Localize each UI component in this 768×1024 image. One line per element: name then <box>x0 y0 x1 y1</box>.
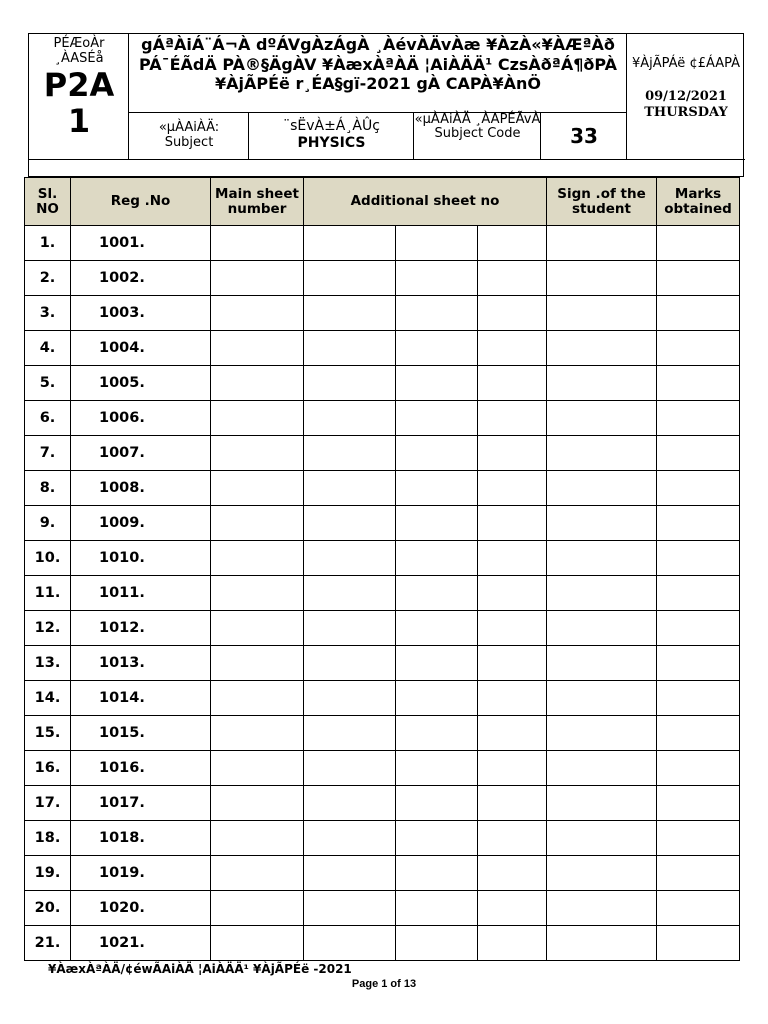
sign-cell[interactable] <box>547 331 657 366</box>
exam-day: THURSDAY <box>644 105 728 120</box>
additional-sheet-cell[interactable] <box>396 366 478 401</box>
additional-sheet-cell[interactable] <box>478 506 547 541</box>
table-row <box>25 786 740 821</box>
additional-sheet-cell[interactable] <box>304 401 396 436</box>
sl-no-cell: 17. <box>25 786 71 821</box>
reg-no-cell: 1019. <box>71 856 211 891</box>
additional-sheet-cell[interactable] <box>478 331 547 366</box>
reg-no-cell: 1021. <box>71 926 211 961</box>
main-sheet-cell[interactable] <box>211 716 304 751</box>
main-sheet-cell[interactable] <box>211 681 304 716</box>
table-row <box>25 471 740 506</box>
marks-cell[interactable] <box>657 331 740 366</box>
additional-sheet-cell[interactable] <box>396 261 478 296</box>
reg-no-cell: 1015. <box>71 716 211 751</box>
sl-no-cell: 3. <box>25 296 71 331</box>
table-row <box>25 926 740 961</box>
additional-sheet-cell[interactable] <box>396 576 478 611</box>
marks-table <box>24 177 740 961</box>
sign-cell[interactable] <box>547 926 657 961</box>
sign-cell[interactable] <box>547 716 657 751</box>
reg-no-cell: 1005. <box>71 366 211 401</box>
table-row <box>25 541 740 576</box>
reg-no-cell: 1012. <box>71 611 211 646</box>
additional-sheet-cell[interactable] <box>304 611 396 646</box>
table-row <box>25 366 740 401</box>
marks-cell[interactable] <box>657 646 740 681</box>
table-row <box>25 401 740 436</box>
additional-sheet-cell[interactable] <box>304 261 396 296</box>
marks-cell[interactable] <box>657 296 740 331</box>
page-number: Page 1 of 13 <box>351 978 417 990</box>
marks-cell[interactable] <box>657 436 740 471</box>
reg-no-cell: 1017. <box>71 786 211 821</box>
marks-cell[interactable] <box>657 891 740 926</box>
reg-no-cell: 1013. <box>71 646 211 681</box>
sign-cell[interactable] <box>547 401 657 436</box>
main-sheet-cell[interactable] <box>211 751 304 786</box>
additional-sheet-cell[interactable] <box>396 751 478 786</box>
additional-sheet-cell[interactable] <box>478 646 547 681</box>
sign-cell[interactable] <box>547 751 657 786</box>
table-row <box>25 646 740 681</box>
additional-sheet-cell[interactable] <box>478 436 547 471</box>
additional-sheet-cell[interactable] <box>478 856 547 891</box>
sl-no-cell: 11. <box>25 576 71 611</box>
additional-sheet-cell[interactable] <box>396 471 478 506</box>
additional-sheet-cell[interactable] <box>478 576 547 611</box>
table-row <box>25 611 740 646</box>
col-sign: Sign .of the student <box>547 178 657 226</box>
additional-sheet-cell[interactable] <box>304 891 396 926</box>
main-sheet-cell[interactable] <box>211 471 304 506</box>
additional-sheet-cell[interactable] <box>396 646 478 681</box>
sl-no-cell: 14. <box>25 681 71 716</box>
additional-sheet-cell[interactable] <box>304 436 396 471</box>
table-header <box>25 178 740 226</box>
col-marks: Marks obtained <box>657 178 740 226</box>
col-sl-no: Sl. NO <box>25 178 71 226</box>
main-sheet-cell[interactable] <box>211 436 304 471</box>
marks-cell[interactable] <box>657 751 740 786</box>
additional-sheet-cell[interactable] <box>478 261 547 296</box>
additional-sheet-cell[interactable] <box>304 821 396 856</box>
main-sheet-cell[interactable] <box>211 646 304 681</box>
sign-cell[interactable] <box>547 786 657 821</box>
sign-cell[interactable] <box>547 471 657 506</box>
sl-no-cell: 12. <box>25 611 71 646</box>
additional-sheet-cell[interactable] <box>304 576 396 611</box>
sl-no-cell: 1. <box>25 226 71 261</box>
sl-no-cell: 18. <box>25 821 71 856</box>
additional-sheet-cell[interactable] <box>396 296 478 331</box>
subject-code: 33 <box>570 124 598 148</box>
additional-sheet-cell[interactable] <box>396 331 478 366</box>
marks-cell[interactable] <box>657 716 740 751</box>
main-sheet-cell[interactable] <box>211 856 304 891</box>
additional-sheet-cell[interactable] <box>304 786 396 821</box>
sign-cell[interactable] <box>547 436 657 471</box>
additional-sheet-cell[interactable] <box>478 716 547 751</box>
reg-no-cell: 1007. <box>71 436 211 471</box>
marks-cell[interactable] <box>657 611 740 646</box>
reg-no-cell: 1018. <box>71 821 211 856</box>
additional-sheet-cell[interactable] <box>304 331 396 366</box>
sign-cell[interactable] <box>547 576 657 611</box>
additional-sheet-cell[interactable] <box>396 401 478 436</box>
additional-sheet-cell[interactable] <box>396 611 478 646</box>
table-row <box>25 751 740 786</box>
main-sheet-cell[interactable] <box>211 261 304 296</box>
additional-sheet-cell[interactable] <box>478 366 547 401</box>
subject-value: ¨sËvÀ±Á¸ÀÛç PHYSICS <box>283 118 380 151</box>
additional-sheet-cell[interactable] <box>396 856 478 891</box>
sl-no-cell: 5. <box>25 366 71 401</box>
marks-cell[interactable] <box>657 576 740 611</box>
table-row <box>25 226 740 261</box>
marks-cell[interactable] <box>657 471 740 506</box>
additional-sheet-cell[interactable] <box>396 226 478 261</box>
additional-sheet-cell[interactable] <box>304 541 396 576</box>
additional-sheet-cell[interactable] <box>396 891 478 926</box>
reg-no-cell: 1010. <box>71 541 211 576</box>
main-sheet-cell[interactable] <box>211 296 304 331</box>
additional-sheet-cell[interactable] <box>304 716 396 751</box>
additional-sheet-cell[interactable] <box>478 611 547 646</box>
additional-sheet-cell[interactable] <box>478 751 547 786</box>
reg-no-cell: 1006. <box>71 401 211 436</box>
additional-sheet-cell[interactable] <box>304 646 396 681</box>
header-box <box>28 33 744 177</box>
marks-cell[interactable] <box>657 261 740 296</box>
sl-no-cell: 13. <box>25 646 71 681</box>
sign-cell[interactable] <box>547 261 657 296</box>
marks-cell[interactable] <box>657 681 740 716</box>
main-sheet-cell[interactable] <box>211 611 304 646</box>
additional-sheet-cell[interactable] <box>396 436 478 471</box>
additional-sheet-cell[interactable] <box>304 926 396 961</box>
main-sheet-cell[interactable] <box>211 401 304 436</box>
table-row <box>25 576 740 611</box>
sl-no-cell: 21. <box>25 926 71 961</box>
additional-sheet-cell[interactable] <box>478 296 547 331</box>
sign-cell[interactable] <box>547 891 657 926</box>
sl-no-cell: 20. <box>25 891 71 926</box>
additional-sheet-cell[interactable] <box>396 716 478 751</box>
subject-label: «µÀAiÀÄ: Subject <box>158 120 220 150</box>
sign-cell[interactable] <box>547 856 657 891</box>
additional-sheet-cell[interactable] <box>478 541 547 576</box>
sl-no-cell: 8. <box>25 471 71 506</box>
sl-no-cell: 2. <box>25 261 71 296</box>
sign-cell[interactable] <box>547 226 657 261</box>
table-row <box>25 296 740 331</box>
marks-cell[interactable] <box>657 366 740 401</box>
additional-sheet-cell[interactable] <box>478 786 547 821</box>
main-sheet-cell[interactable] <box>211 576 304 611</box>
additional-sheet-cell[interactable] <box>304 681 396 716</box>
additional-sheet-cell[interactable] <box>396 681 478 716</box>
sign-cell[interactable] <box>547 646 657 681</box>
sign-cell[interactable] <box>547 611 657 646</box>
reg-no-cell: 1004. <box>71 331 211 366</box>
sl-no-cell: 9. <box>25 506 71 541</box>
table-row <box>25 856 740 891</box>
paper-code-label: PÉÆoÀr ¸ÀASÉå <box>53 36 105 66</box>
col-additional-sheet: Additional sheet no <box>304 178 547 226</box>
marks-cell[interactable] <box>657 401 740 436</box>
main-sheet-cell[interactable] <box>211 366 304 401</box>
additional-sheet-cell[interactable] <box>396 786 478 821</box>
reg-no-cell: 1003. <box>71 296 211 331</box>
sl-no-cell: 19. <box>25 856 71 891</box>
additional-sheet-cell[interactable] <box>478 471 547 506</box>
marks-cell[interactable] <box>657 226 740 261</box>
main-sheet-cell[interactable] <box>211 891 304 926</box>
additional-sheet-cell[interactable] <box>478 926 547 961</box>
additional-sheet-cell[interactable] <box>396 926 478 961</box>
sl-no-cell: 7. <box>25 436 71 471</box>
marks-cell[interactable] <box>657 541 740 576</box>
additional-sheet-cell[interactable] <box>304 226 396 261</box>
exam-title: gÁªÀiÁ¨Á¬À dºÁVgÀzÁgÀ ¸ÀévÀÄvÀæ ¥ÀzÀ«¥ÀÆªÀð PÁ¯ÉÃdÄ PÀ®§ÄgÀV ¥ÀæxÀªÀÄ ¦AiÀÄÄ¹ CzsÀðªÁ¶ðPÀ ¥ÀjÃPÉë r¸ÉA§gï-2021 gÀ CAPÀ¥ÀnÖ <box>138 35 618 93</box>
reg-no-cell: 1020. <box>71 891 211 926</box>
sl-no-cell: 4. <box>25 331 71 366</box>
marks-cell[interactable] <box>657 506 740 541</box>
marks-cell[interactable] <box>657 786 740 821</box>
table-row <box>25 261 740 296</box>
additional-sheet-cell[interactable] <box>304 471 396 506</box>
additional-sheet-cell[interactable] <box>396 506 478 541</box>
sign-cell[interactable] <box>547 681 657 716</box>
table-row <box>25 506 740 541</box>
marks-cell[interactable] <box>657 926 740 961</box>
sign-cell[interactable] <box>547 821 657 856</box>
additional-sheet-cell[interactable] <box>304 751 396 786</box>
main-sheet-cell[interactable] <box>211 821 304 856</box>
table-row <box>25 891 740 926</box>
reg-no-cell: 1001. <box>71 226 211 261</box>
subject-code-label: «µÀAiÀÄ ¸ÀAPÉÃvÀ Subject Code <box>414 112 541 141</box>
sign-cell[interactable] <box>547 296 657 331</box>
additional-sheet-cell[interactable] <box>478 681 547 716</box>
reg-no-cell: 1011. <box>71 576 211 611</box>
reg-no-cell: 1002. <box>71 261 211 296</box>
additional-sheet-cell[interactable] <box>478 226 547 261</box>
additional-sheet-cell[interactable] <box>478 821 547 856</box>
table-row <box>25 716 740 751</box>
additional-sheet-cell[interactable] <box>478 401 547 436</box>
sign-cell[interactable] <box>547 506 657 541</box>
main-sheet-cell[interactable] <box>211 506 304 541</box>
main-sheet-cell[interactable] <box>211 541 304 576</box>
sign-cell[interactable] <box>547 541 657 576</box>
reg-no-cell: 1016. <box>71 751 211 786</box>
exam-date: 09/12/2021 <box>645 89 727 104</box>
table-row <box>25 331 740 366</box>
table-row <box>25 436 740 471</box>
additional-sheet-cell[interactable] <box>304 296 396 331</box>
main-sheet-cell[interactable] <box>211 331 304 366</box>
reg-no-cell: 1008. <box>71 471 211 506</box>
table-row <box>25 821 740 856</box>
marks-cell[interactable] <box>657 856 740 891</box>
additional-sheet-cell[interactable] <box>396 821 478 856</box>
table-row <box>25 681 740 716</box>
sl-no-cell: 10. <box>25 541 71 576</box>
footer-note: ¥ÀæxÀªÀÄ/¢éwÃAiÀÄ ¦AiÀÄÄ¹ ¥ÀjÃPÉë -2021 <box>48 962 352 976</box>
col-main-sheet: Main sheet number <box>211 178 304 226</box>
reg-no-cell: 1009. <box>71 506 211 541</box>
exam-date-label: ¥ÀjÃPÁë ¢£ÁAPÀ <box>631 56 741 71</box>
additional-sheet-cell[interactable] <box>396 541 478 576</box>
main-sheet-cell[interactable] <box>211 926 304 961</box>
main-sheet-cell[interactable] <box>211 226 304 261</box>
sl-no-cell: 16. <box>25 751 71 786</box>
paper-code: P2A 1 <box>43 66 115 140</box>
marks-cell[interactable] <box>657 821 740 856</box>
reg-no-cell: 1014. <box>71 681 211 716</box>
additional-sheet-cell[interactable] <box>304 366 396 401</box>
col-reg-no: Reg .No <box>71 178 211 226</box>
additional-sheet-cell[interactable] <box>304 856 396 891</box>
sign-cell[interactable] <box>547 366 657 401</box>
additional-sheet-cell[interactable] <box>478 891 547 926</box>
main-sheet-cell[interactable] <box>211 786 304 821</box>
sl-no-cell: 15. <box>25 716 71 751</box>
sl-no-cell: 6. <box>25 401 71 436</box>
additional-sheet-cell[interactable] <box>304 506 396 541</box>
